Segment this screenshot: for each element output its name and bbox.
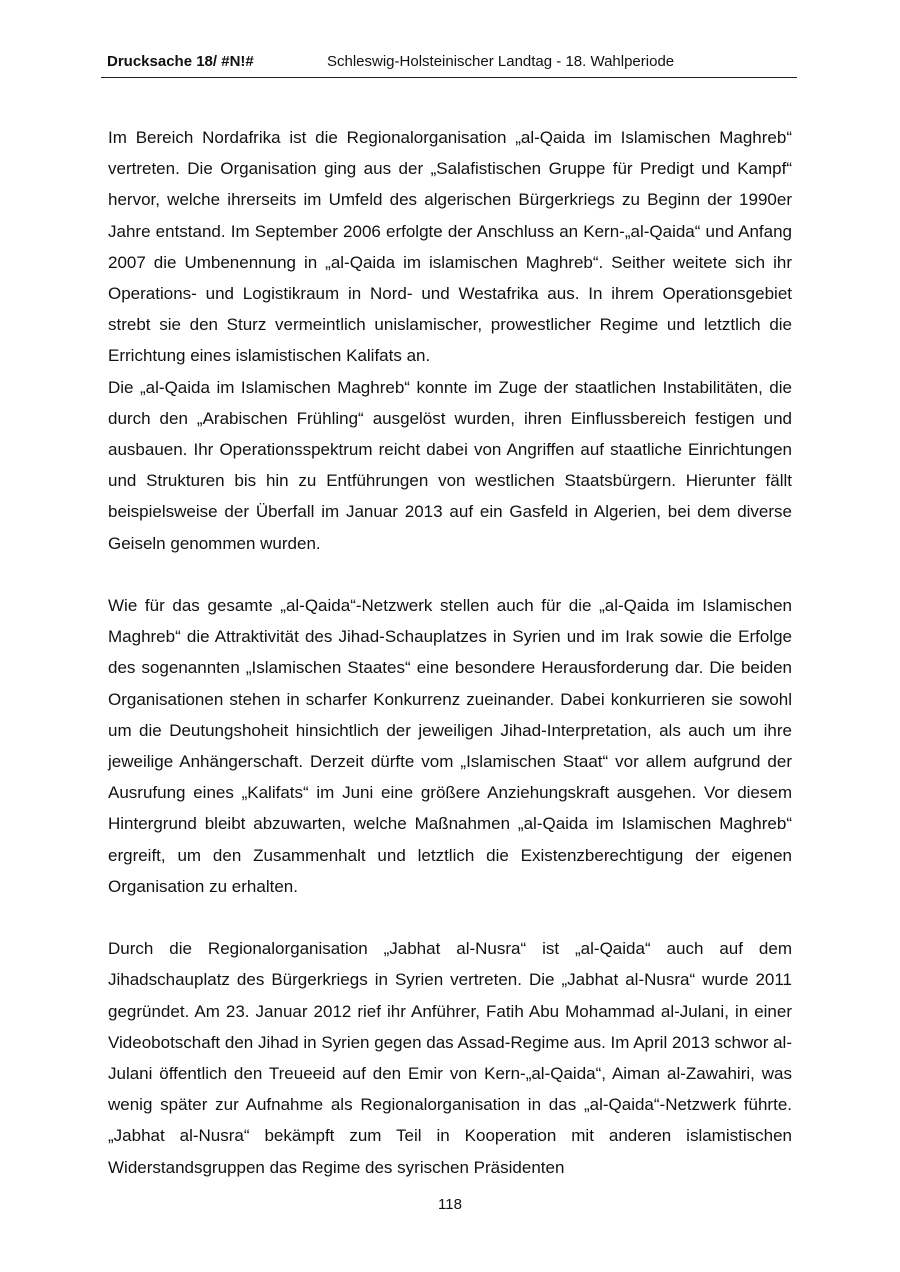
paragraph: Durch die Regionalorganisation „Jabhat al-Nusra“ ist „al-Qaida“ auch auf dem Jihadschauplatz des Bürgerkriegs in Syrien vertreten. Die „Jabhat al-Nusra“ wurde 2011 gegründet. Am 23. Januar 2012 rief ihr Anführer, Fatih Abu Mohammad al-Julani, in einer Videobotschaft den Jihad in Syrien gegen das Assad-Regime aus. Im April 2013 schwor al-Julani öffentlich den Treueeid auf den Emir von Kern-„al-Qaida“, Aiman al-Zawahiri, was wenig später zur Aufnahme als Regionalorganisation in das „al-Qaida“-Netzwerk führte. „Jabhat al-Nusra“ bekämpft zum Teil in Kooperation mit anderen islamistischen Widerstandsgruppen das Regime des syrischen Präsidenten bbox=[108, 939, 792, 1177]
paragraph: Die „al-Qaida im Islamischen Maghreb“ konnte im Zuge der staatlichen Instabilitäten, die durch den „Arabischen Frühling“ ausgelöst wurden, ihren Einflussbereich festigen und ausbauen. Ihr Operationsspektrum reicht dabei von Angriffen auf staatliche Einrichtungen und Strukturen bis hin zu Entführungen von westlichen Staatsbürgern. Hierunter fällt beispielsweise der Überfall im Januar 2013 auf ein Gasfeld in Algerien, bei dem diverse Geiseln genommen wurden. bbox=[108, 377, 792, 553]
paragraph: Im Bereich Nordafrika ist die Regionalorganisation „al-Qaida im Islamischen Maghreb“ vertreten. Die Organisation ging aus der „Salafistischen Gruppe für Predigt und Kampf“ hervor, welche ihrerseits im Umfeld des algerischen Bürgerkriegs zu Beginn der 1990er Jahre entstand. Im September 2006 erfolgte der Anschluss an Kern-„al-Qaida“ und Anfang 2007 die Umbenennung in „al-Qaida im islamischen Maghreb“. Seither weitete sich ihr Operations- und Logistikraum in Nord- und Westafrika aus. In ihrem Operationsgebiet strebt sie den Sturz vermeintlich unislamischer, prowestlicher Regime und letztlich die Errichtung eines islamistischen Kalifats an. bbox=[108, 128, 792, 366]
paragraph-spacer bbox=[108, 902, 792, 933]
document-number: Drucksache 18/ #N!# bbox=[107, 53, 254, 70]
page-header bbox=[101, 50, 797, 78]
page-number: 118 bbox=[438, 1196, 462, 1213]
paragraph-spacer bbox=[108, 559, 792, 590]
body-text bbox=[108, 122, 792, 1183]
header-title: Schleswig-Holsteinischer Landtag - 18. Wahlperiode bbox=[327, 53, 675, 70]
paragraph: Wie für das gesamte „al-Qaida“-Netzwerk stellen auch für die „al-Qaida im Islamischen Maghreb“ die Attraktivität des Jihad-Schauplatzes in Syrien und im Irak sowie die Erfolge des sogenannten „Islamischen Staates“ eine besondere Herausforderung dar. Die beiden Organisationen stehen in scharfer Konkurrenz zueinander. Dabei konkurrieren sie sowohl um die Deutungshoheit hinsichtlich der jeweiligen Jihad-Interpretation, als auch um ihre jeweilige Anhängerschaft. Derzeit dürfte vom „Islamischen Staat“ vor allem aufgrund der Ausrufung eines „Kalifats“ im Juni eine größere Anziehungskraft ausgehen. Vor diesem Hintergrund bleibt abzuwarten, welche Maßnahmen „al-Qaida im Islamischen Maghreb“ ergreift, um den Zusammenhalt und letztlich die Existenzberechtigung der eigenen Organisation zu erhalten. bbox=[108, 596, 792, 896]
